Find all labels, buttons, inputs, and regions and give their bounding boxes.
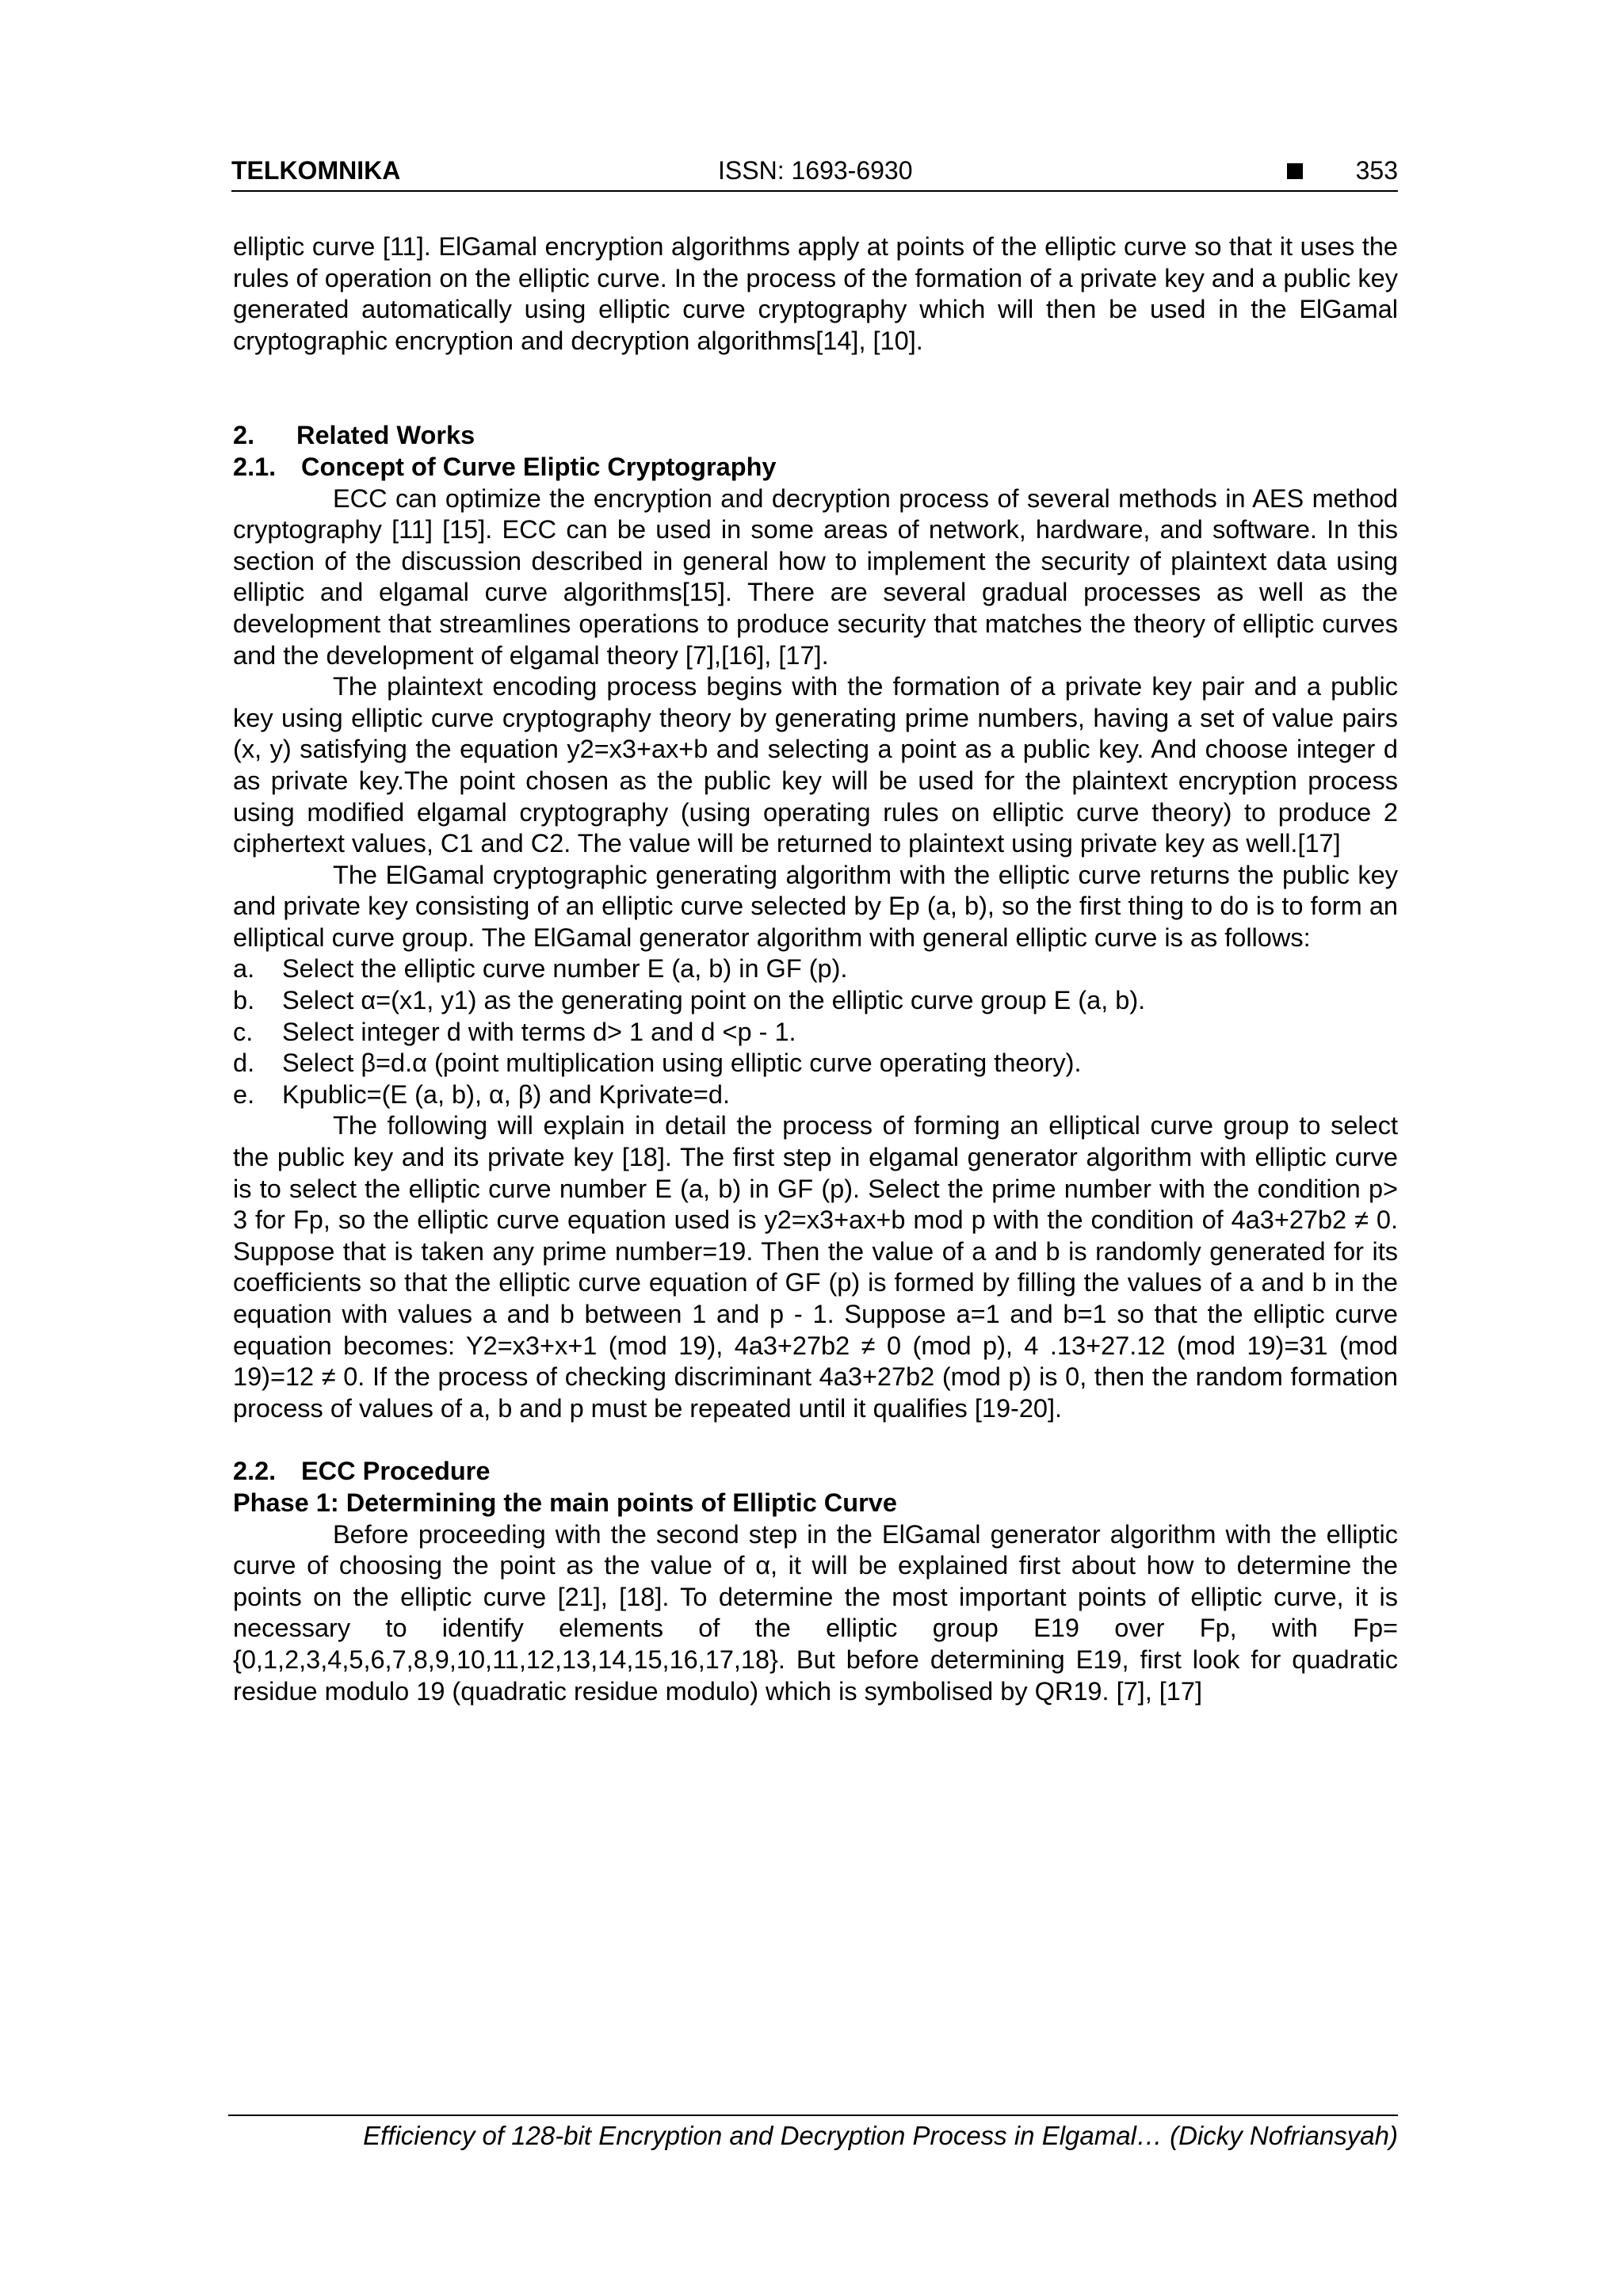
- spacer: [233, 357, 1398, 420]
- issn: ISSN: 1693-6930: [718, 156, 913, 185]
- list-item: [233, 1017, 1398, 1049]
- list-text: Kpublic=(E (a, b), α, β) and Kprivate=d.: [282, 1079, 730, 1109]
- body-paragraph: Before proceeding with the second step in the ElGamal generator algorithm with the elliptic curve of choosing the point as the value of α, it will be explained first about how to determine the points on the elliptic curve [21], [18]. To determine the most important points of elliptic curve, it is necessary to identify elements of the elliptic group E19 over Fp, with Fp={0,1,2,3,4,5,6,7,8,9,10,11,12,13,14,15,16,17,18}. But before determining E19, first look for quadratic residue modulo 19 (quadratic residue modulo) which is symbolised by QR19. [7], [17]: [233, 1519, 1398, 1706]
- subsection-title: Concept of Curve Eliptic Cryptography: [301, 452, 777, 481]
- list-text: Select the elliptic curve number E (a, b) in GF (p).: [282, 954, 848, 984]
- subsection-number: 2.2.: [233, 1457, 277, 1486]
- intro-paragraph: elliptic curve [11]. ElGamal encryption algorithms apply at points of the elliptic curve so that it uses the rules of operation on the elliptic curve. In the process of the formation of a private key and a public key generated automatically using elliptic curve cryptography which will then be used in the ElGamal cryptographic encryption and decryption algorithms[14], [10].: [233, 232, 1398, 355]
- list-item: [233, 985, 1398, 1017]
- square-bullet-icon: [1287, 163, 1303, 179]
- page-body: [233, 231, 1398, 1707]
- list-item: [233, 1048, 1398, 1079]
- body-paragraph: The following will explain in detail the process of forming an elliptical curve group to select the public key and its private key [18]. The first step in elgamal generator algorithm with elliptic curve is to select the elliptic curve number E (a, b) in GF (p). Select the prime number with the condition p> 3 for Fp, so the elliptic curve equation used is y2=x3+ax+b mod p with the condition of 4a3+27b2 ≠ 0. Suppose that is taken any prime number=19. Then the value of a and b is randomly generated for its coefficients so that the elliptic curve equation of GF (p) is formed by filling the values of a and b in the equation with values a and b between 1 and p - 1. Suppose a=1 and b=1 so that the elliptic curve equation becomes: Y2=x3+x+1 (mod 19), 4a3+27b2 ≠ 0 (mod p), 4 .13+27.12 (mod 19)=31 (mod 19)=12 ≠ 0. If the process of checking discriminant 4a3+27b2 (mod p) is 0, then the random formation process of values of a, b and p must be repeated until it qualifies [19-20].: [233, 1111, 1398, 1423]
- list-item: [233, 1079, 1398, 1111]
- algorithm-steps-list: [233, 953, 1398, 1110]
- subsection-number: 2.1.: [233, 452, 277, 481]
- body-paragraph: The plaintext encoding process begins with the formation of a private key pair and a public key using elliptic curve cryptography theory by generating prime numbers, having a set of value pairs (x, y) satisfying the equation y2=x3+ax+b and selecting a point as a public key. And choose integer d as private key.The point chosen as the public key will be used for the plaintext encryption process using modified elgamal cryptography (using operating rules on elliptic curve theory) to produce 2 ciphertext values, C1 and C2. The value will be returned to plaintext using private key as well.[17]: [233, 672, 1398, 858]
- body-paragraph: The ElGamal cryptographic generating algorithm with the elliptic curve returns the public key and private key consisting of an elliptic curve selected by Ep (a, b), so the first thing to do is to form an elliptical curve group. The ElGamal generator algorithm with general elliptic curve is as follows:: [233, 860, 1398, 952]
- section-title: Related Works: [296, 421, 475, 450]
- list-text: Select integer d with terms d> 1 and d <p - 1.: [282, 1017, 796, 1046]
- subsection-heading-concept: [233, 452, 1398, 483]
- list-marker: b.: [233, 986, 255, 1015]
- list-marker: c.: [233, 1017, 254, 1046]
- page-footer: [228, 2115, 1398, 2151]
- phase-heading: Phase 1: Determining the main points of Elliptic Curve: [233, 1488, 897, 1517]
- journal-name: TELKOMNIKA: [231, 156, 401, 185]
- list-text: Select β=d.α (point multiplication using elliptic curve operating theory).: [282, 1049, 1082, 1078]
- body-paragraph: ECC can optimize the encryption and decryption process of several methods in AES method cryptography [11] [15]. ECC can be used in some areas of network, hardware, and software. In this section of the discussion described in general how to implement the security of plaintext data using elliptic and elgamal curve algorithms[15]. There are several gradual processes as well as the development that streamlines operations to produce security that matches the theory of elliptic curves and the development of elgamal theory [7],[16], [17].: [233, 483, 1398, 670]
- page-number: 353: [1355, 156, 1398, 185]
- list-item: [233, 953, 1398, 985]
- list-marker: e.: [233, 1079, 255, 1109]
- spacer: [233, 1424, 1398, 1456]
- page-header: [231, 152, 1398, 192]
- list-text: Select α=(x1, y1) as the generating point on the elliptic curve group E (a, b).: [282, 986, 1146, 1015]
- running-title: Efficiency of 128-bit Encryption and Decryption Process in Elgamal… (Dicky Nofriansyah): [363, 2121, 1398, 2150]
- subsection-heading-ecc-procedure: [233, 1456, 1398, 1488]
- list-marker: a.: [233, 954, 255, 984]
- section-number: 2.: [233, 421, 255, 450]
- section-heading-related-works: [233, 420, 1398, 452]
- subsection-title: ECC Procedure: [301, 1457, 491, 1486]
- list-marker: d.: [233, 1049, 255, 1078]
